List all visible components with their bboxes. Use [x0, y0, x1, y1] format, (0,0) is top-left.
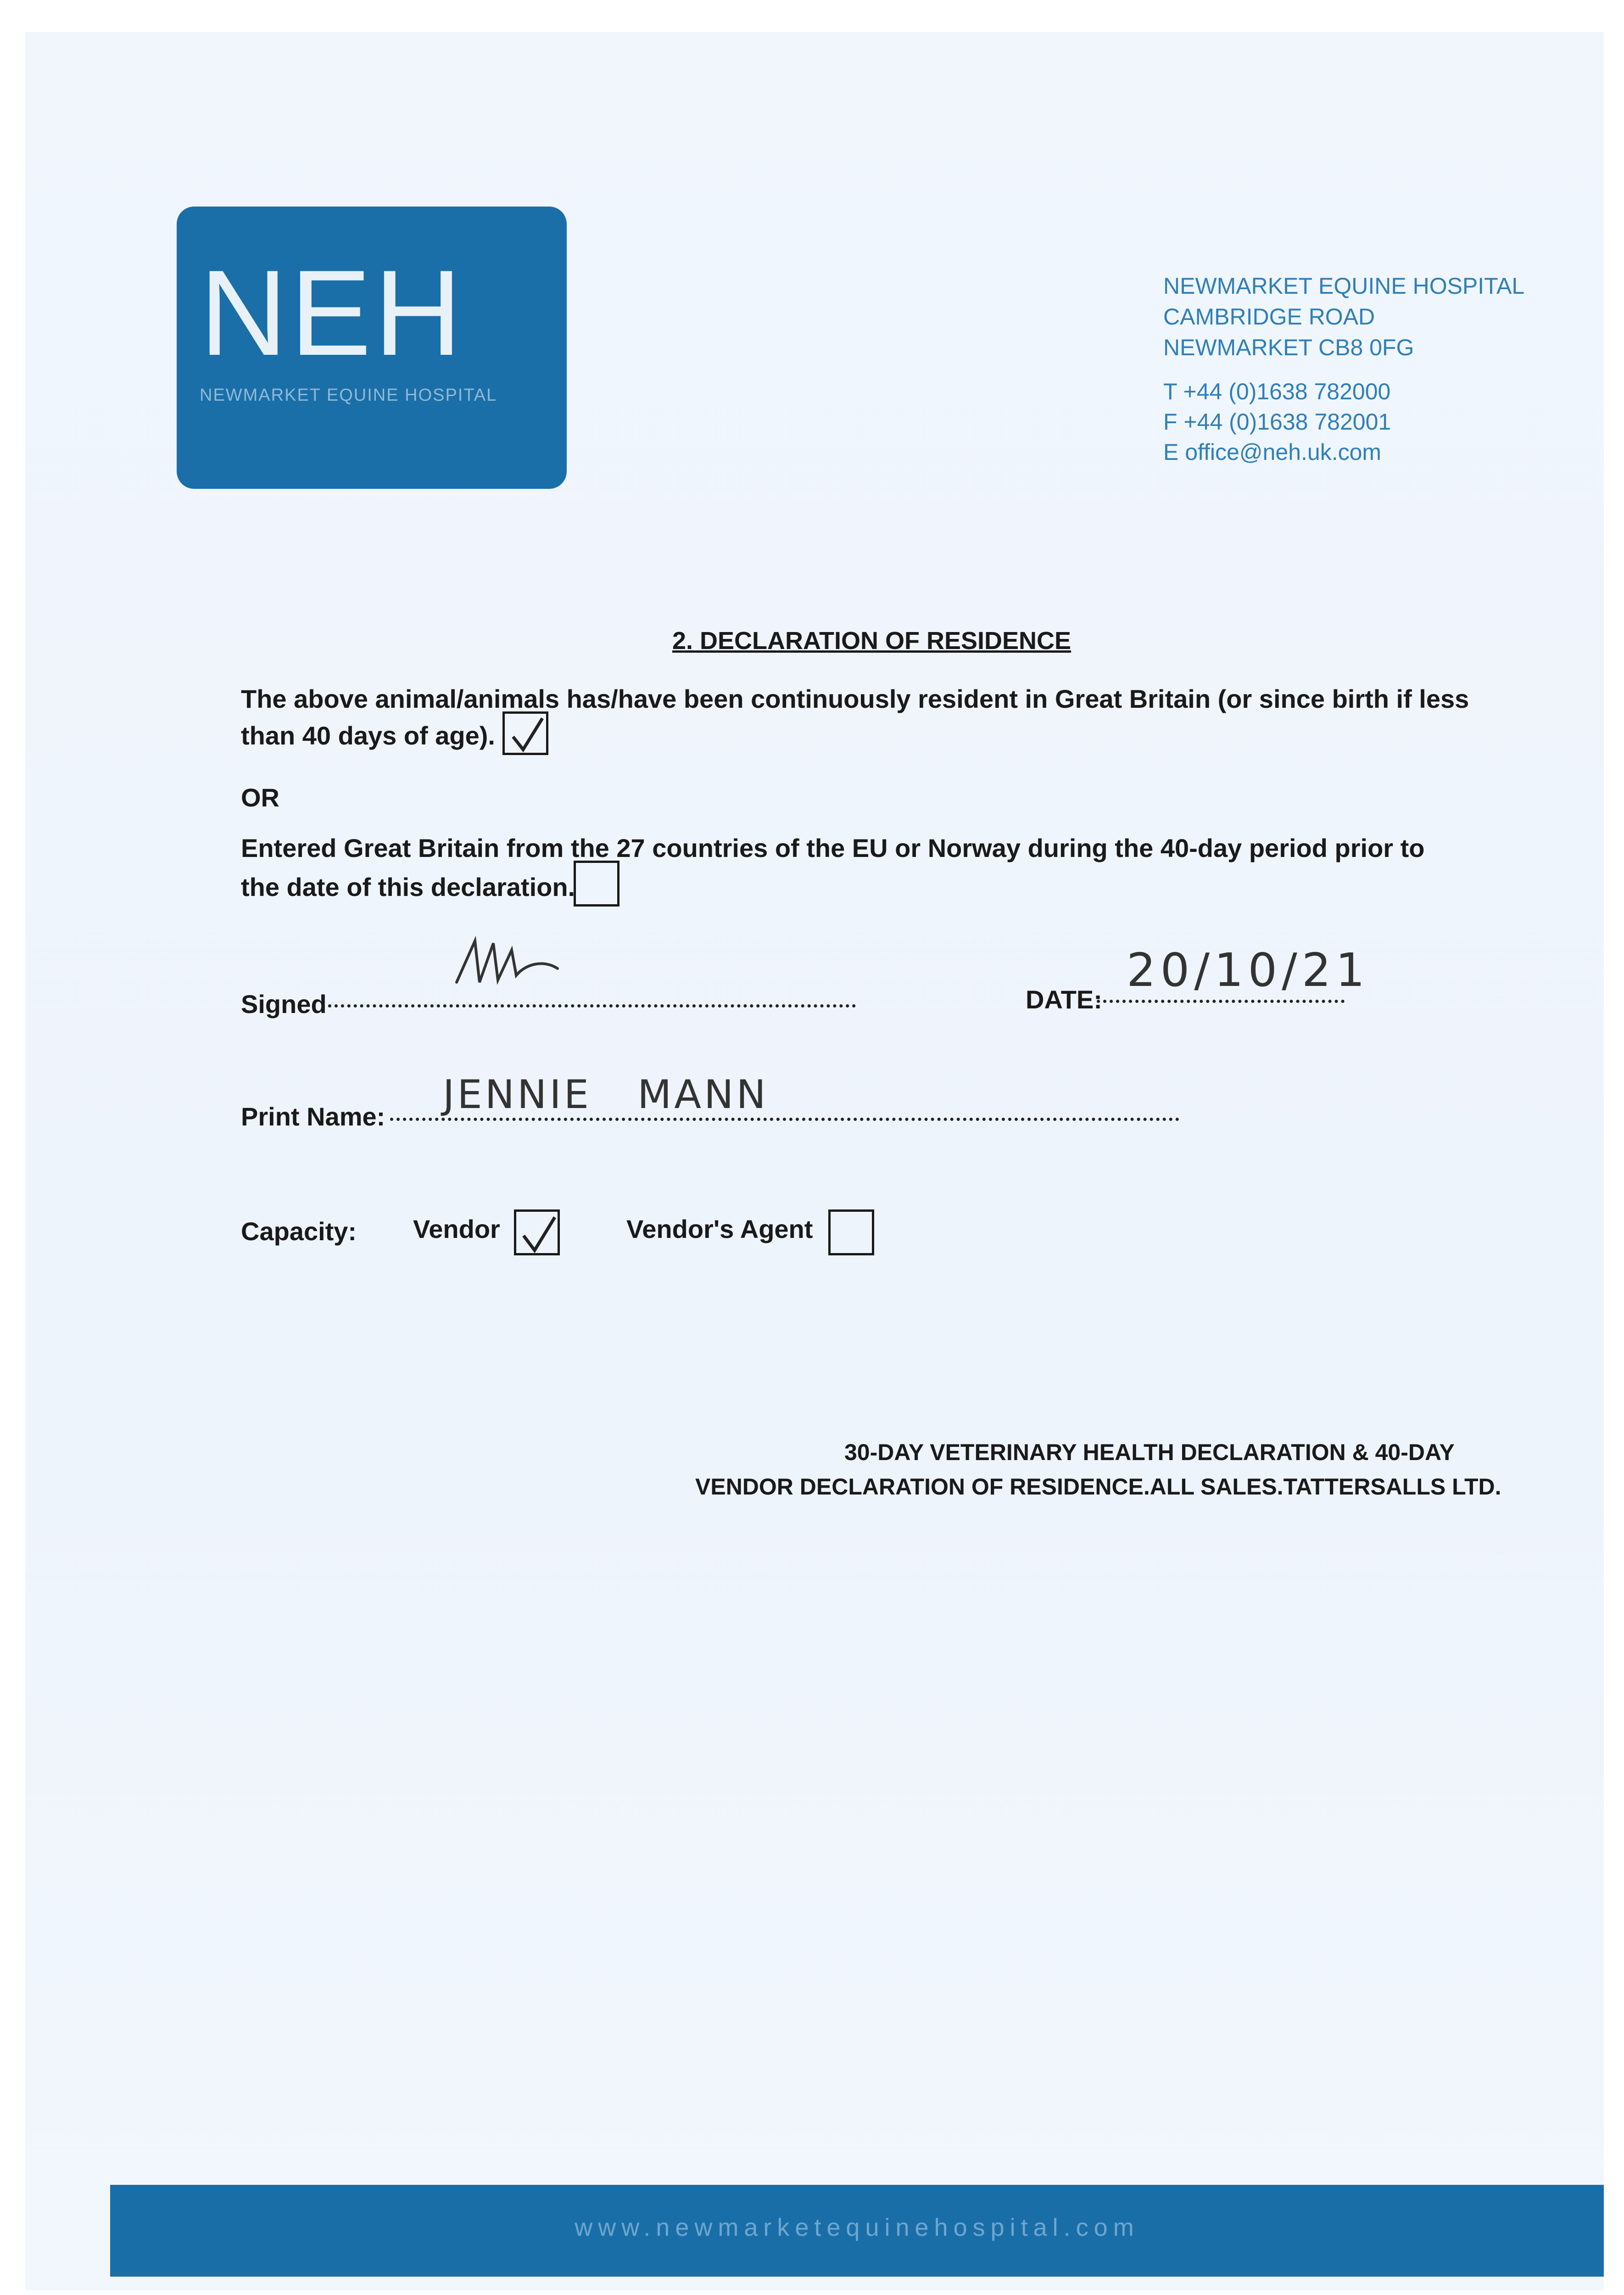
- declaration-title: 2. DECLARATION OF RESIDENCE: [672, 627, 1072, 655]
- date-label: DATE:: [1026, 985, 1102, 1014]
- signature-line: [328, 1004, 856, 1008]
- option1-text-line1: The above animal/animals has/have been continuously resident in Great Britain (or since birth if less: [241, 684, 1469, 713]
- vendor-checkbox[interactable]: [514, 1209, 560, 1255]
- vendor-agent-checkbox[interactable]: [828, 1209, 874, 1255]
- phone-line: T +44 (0)1638 782000: [1163, 379, 1391, 404]
- address-line: NEWMARKET CB8 0FG: [1163, 335, 1414, 360]
- handwritten-signature: [447, 932, 585, 996]
- option2-checkbox[interactable]: [574, 861, 619, 907]
- vendor-agent-label: Vendor's Agent: [626, 1215, 813, 1243]
- address-line: CAMBRIDGE ROAD: [1163, 304, 1375, 330]
- print-name-label: Print Name:: [241, 1102, 385, 1131]
- print-name-line: [390, 1118, 1179, 1121]
- neh-logo: [177, 207, 567, 489]
- address-line: NEWMARKET EQUINE HOSPITAL: [1163, 273, 1525, 299]
- page-footer-bar: [110, 2185, 1604, 2277]
- vendor-label: Vendor: [413, 1215, 500, 1243]
- email-line: E office@neh.uk.com: [1163, 439, 1382, 465]
- logo-text: NEH: [200, 245, 465, 381]
- print-name-value: JENNIE MANN: [443, 1072, 769, 1118]
- checkmark-icon: [505, 714, 551, 757]
- logo-subtitle: NEWMARKET EQUINE HOSPITAL: [200, 386, 497, 405]
- option2-text-line1: Entered Great Britain from the 27 countries of the EU or Norway during the 40-day period prior to: [241, 834, 1425, 862]
- form-footer-line2: VENDOR DECLARATION OF RESIDENCE.ALL SALES.TATTERSALLS LTD.: [695, 1474, 1501, 1500]
- option2-text-line2: the date of this declaration.: [241, 873, 575, 901]
- document-page: [25, 32, 1604, 2290]
- form-footer-line1: 30-DAY VETERINARY HEALTH DECLARATION & 40-DAY: [844, 1439, 1455, 1465]
- hospital-contact: [1163, 376, 1391, 467]
- option1-checkbox[interactable]: [502, 711, 548, 755]
- or-label: OR: [241, 783, 279, 812]
- hospital-address: [1163, 271, 1524, 363]
- checkmark-icon: [516, 1212, 562, 1258]
- signed-label: Signed: [241, 990, 327, 1019]
- capacity-label: Capacity:: [241, 1217, 357, 1246]
- date-line: [1097, 1000, 1345, 1003]
- option1-text-line2: than 40 days of age).: [241, 721, 495, 750]
- fax-line: F +44 (0)1638 782001: [1163, 409, 1391, 435]
- date-value: 20/10/21: [1127, 943, 1370, 997]
- website-url: www.newmarketequinehospital.com: [575, 2214, 1139, 2241]
